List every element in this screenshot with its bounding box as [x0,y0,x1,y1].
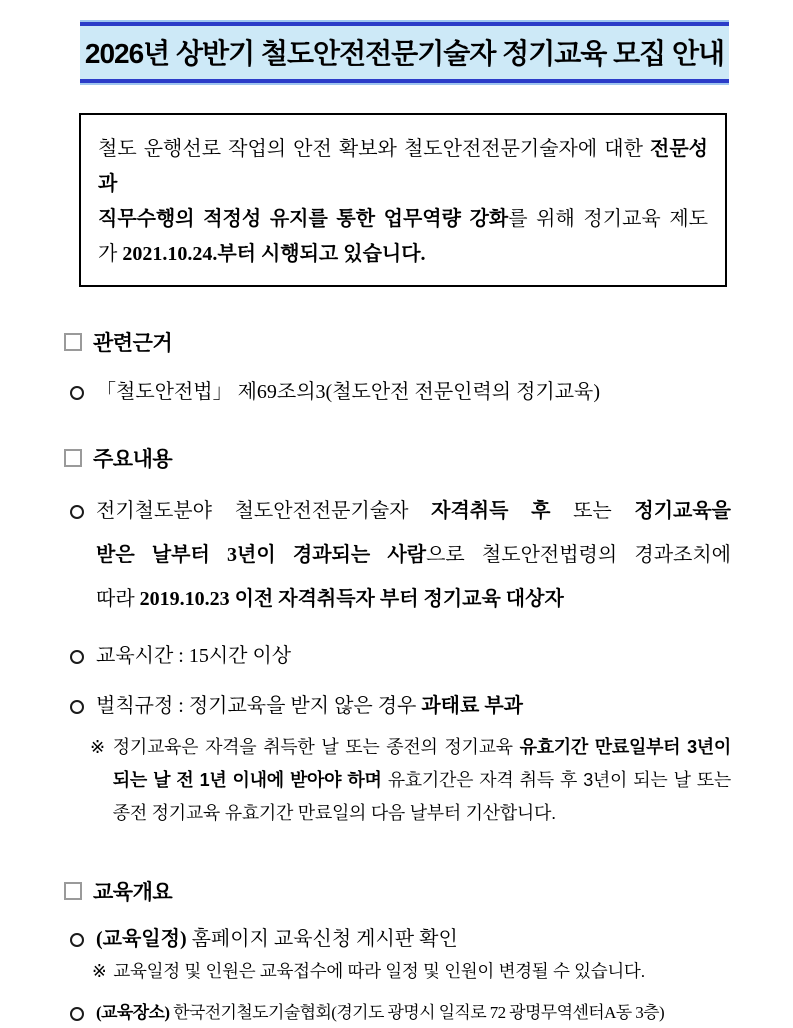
square-marker-icon [64,882,82,900]
penalty-text: 벌칙규정 : 정기교육을 받지 않은 경우 과태료 부과 [96,695,523,717]
schedule-note-text: 교육일정 및 인원은 교육접수에 따라 일정 및 인원이 변경될 수 있습니다. [113,961,646,981]
section-related-basis [64,327,731,407]
section-heading-main-label: 주요내용 [93,448,173,471]
intro-line-2: 직무수행의 적정성 유지를 통한 업무역량 강화를 위해 정기교육 제도 [98,208,708,230]
target-line-3: 따라 2019.10.23 이전 자격취득자 부터 정기교육 대상자 [96,588,564,610]
section-heading-main [64,443,731,473]
circle-marker-icon [70,1007,84,1021]
target-line-1: 전기철도분야 철도안전전문기술자 자격취득 후 또는 정기교육을 [96,500,731,522]
basis-item [64,377,731,407]
schedule-note [92,958,731,984]
note-line-1: 정기교육은 자격을 취득한 날 또는 종전의 정기교육 유효기간 만료일부터 3년이 [112,737,731,757]
training-hours-item [64,641,731,671]
intro-line-3: 가 2021.10.24.부터 시행되고 있습니다. [98,243,426,265]
note-line-2: 되는 날 전 1년 이내에 받아야 하며 유효기간은 자격 취득 후 3년이 되는 날 또는 [112,770,731,790]
circle-marker-icon [70,386,84,400]
target-audience-text [96,489,731,621]
reference-mark-icon: ※ [92,961,107,981]
main-note-text [113,731,731,830]
place-item [64,998,731,1028]
basis-item-text: 「철도안전법」 제69조의3(철도안전 전문인력의 정기교육) [96,381,601,403]
penalty-item [64,691,731,721]
training-hours-text: 교육시간 : 15시간 이상 [96,645,292,667]
schedule-text: (교육일정) 홈페이지 교육신청 게시판 확인 [96,928,458,950]
section-heading-overview-label: 교육개요 [93,881,173,904]
circle-marker-icon [70,505,84,519]
document-title: 2026년 상반기 철도안전전문기술자 정기교육 모집 안내 [84,38,725,69]
section-training-overview [64,876,731,1028]
intro-box [79,113,727,287]
square-marker-icon [64,333,82,351]
target-line-2: 받은 날부터 3년이 경과되는 사람으로 철도안전법령의 경과조치에 [96,544,731,566]
note-line-3: 종전 정기교육 유효기간 만료일의 다음 날부터 기산합니다. [112,803,556,823]
section-heading-overview [64,876,731,906]
main-note [64,731,731,830]
circle-marker-icon [70,933,84,947]
document-page [0,22,793,1022]
intro-line-1: 철도 운행선로 작업의 안전 확보와 철도안전전문기술자에 대한 전문성과 [98,138,708,195]
circle-marker-icon [70,700,84,714]
title-banner [80,22,729,83]
target-audience-item [64,489,731,621]
reference-mark-icon: ※ [90,737,105,757]
place-text: (교육장소) 한국전기철도기술협회(경기도 광명시 일직로 72 광명무역센터A동 3층) [96,1003,665,1022]
section-main-content [64,443,731,830]
circle-marker-icon [70,650,84,664]
section-heading-basis-label: 관련근거 [93,332,173,355]
section-heading-basis [64,327,731,357]
square-marker-icon [64,449,82,467]
